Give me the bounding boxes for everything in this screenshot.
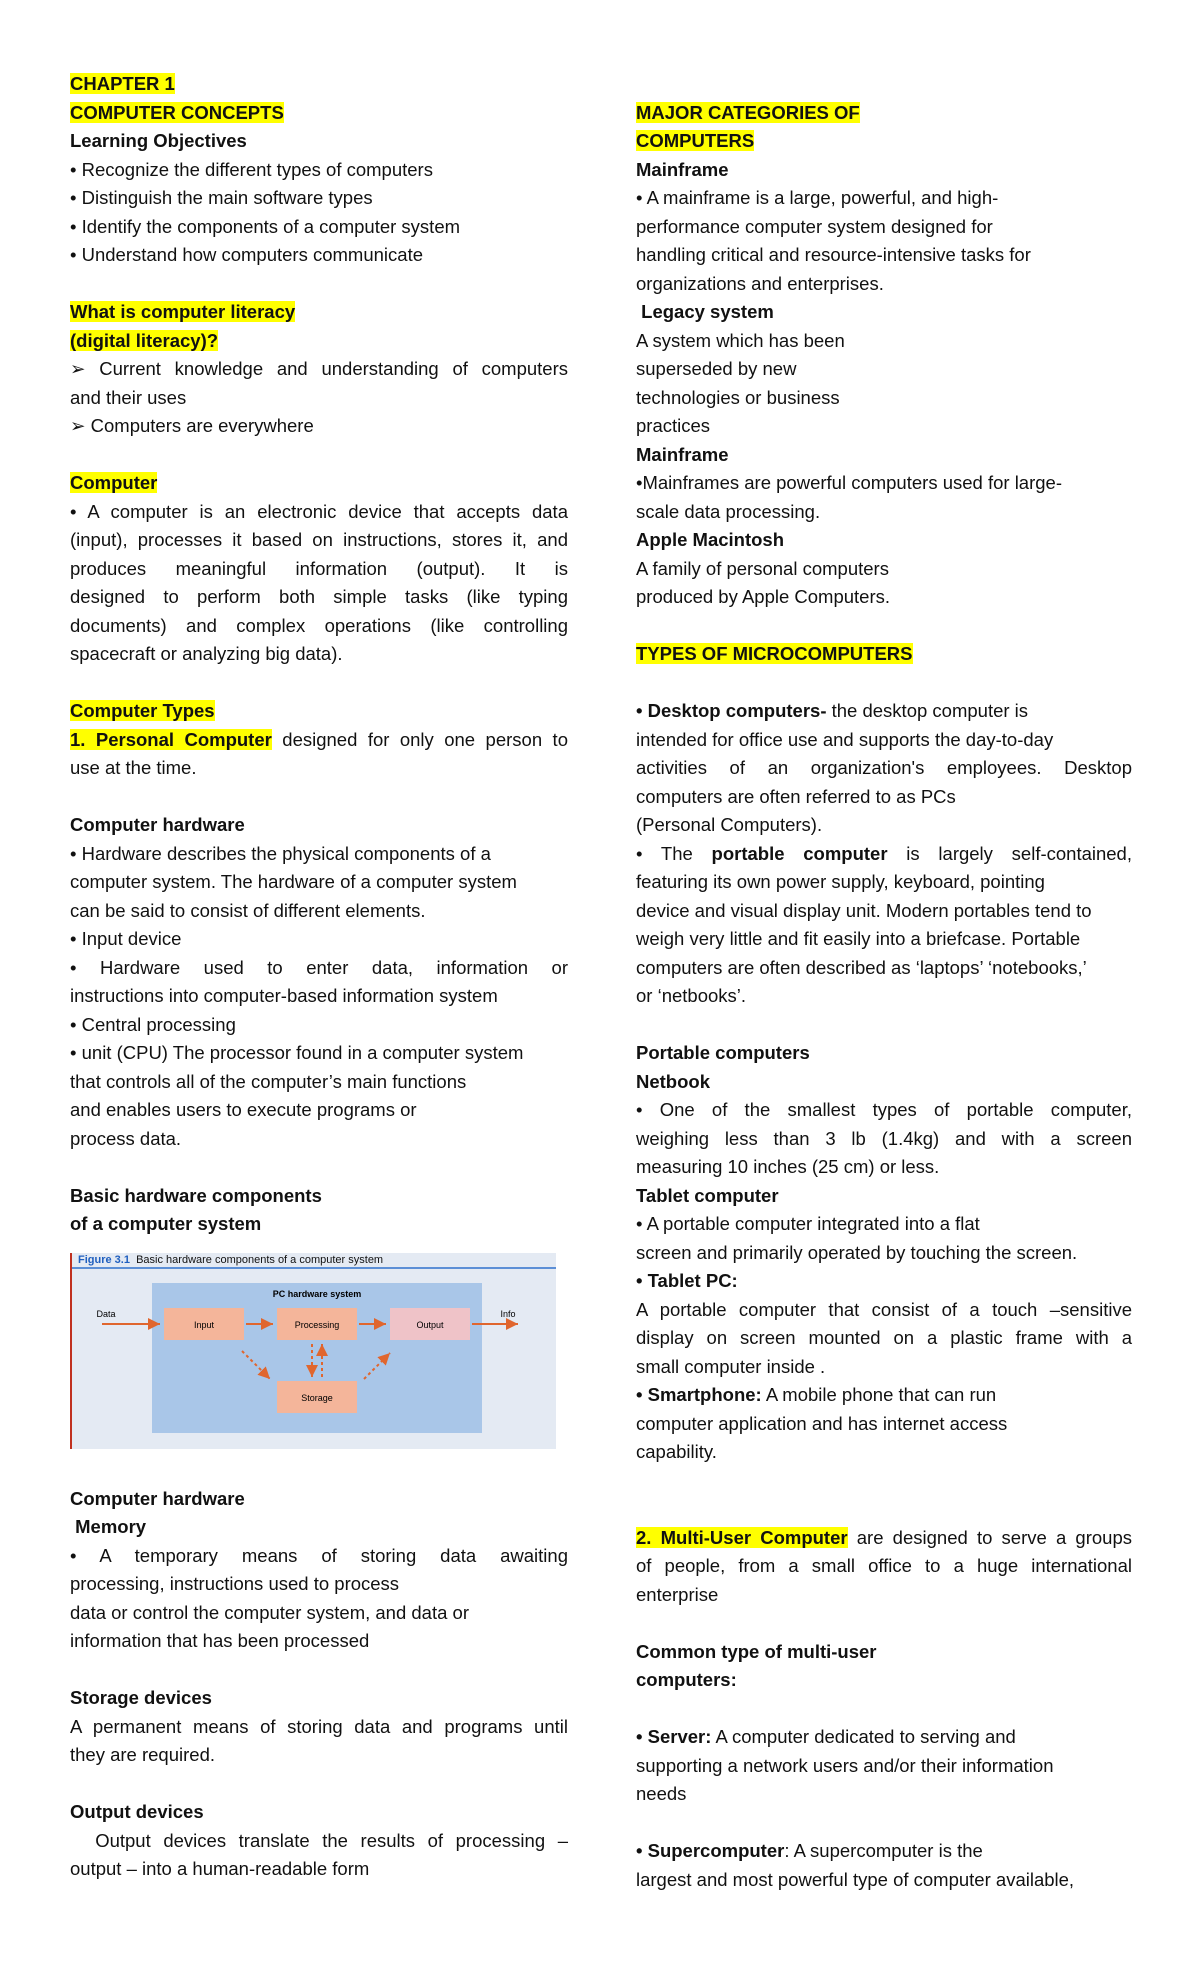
common-types-heading: Common type of multi-user (636, 1640, 877, 1662)
basic-components-heading-cont: of a computer system (70, 1213, 262, 1234)
desktop-label: • Desktop computers- (636, 700, 827, 721)
apple-line: A family of personal computers (636, 557, 889, 579)
hardware-line: process data. (70, 1127, 182, 1149)
legacy-line: A system which has been (636, 329, 845, 351)
storage-heading: Storage devices (70, 1687, 212, 1708)
mainframe2-line: •Mainframes are powerful computers used for large- (636, 472, 1062, 493)
smartphone-line-cont: capability. (636, 1441, 717, 1462)
hardware-line: instructions into computer-based information system (70, 985, 498, 1006)
personal-computer-label: 1. Personal Computer (70, 728, 272, 750)
hardware-heading: Computer hardware (70, 814, 245, 835)
desktop-line: • Desktop computers- the desktop computer is (636, 700, 1029, 721)
figure-caption-text: Basic hardware components of a computer system (136, 1253, 384, 1266)
desktop-line-cont: intended for office use and supports the day-to-day (636, 728, 1054, 750)
common-types-heading-cont: computers: (636, 1669, 737, 1690)
mainframe-heading: Mainframe (636, 158, 729, 180)
supercomputer-line-cont: largest and most powerful type of computer available, (636, 1868, 1075, 1890)
objectives-heading: Learning Objectives (70, 130, 247, 151)
basic-components-heading: Basic hardware components (70, 1184, 322, 1206)
literacy-heading: What is computer literacy (70, 301, 296, 322)
multi-user-line: 2. Multi-User Computer are designed to serve a groups (636, 1526, 1132, 1548)
data-label: Data (96, 1308, 116, 1319)
server-line: • Server: A computer dedicated to serving and (636, 1726, 1016, 1747)
hardware-figure (70, 1253, 556, 1449)
computer-line: produces meaningful information (output). It is (70, 557, 568, 579)
desktop-line-cont: (Personal Computers). (636, 814, 823, 835)
desktop-line-cont: computers are often referred to as PCs (636, 785, 956, 807)
supercomputer-label: • Supercomputer (636, 1840, 785, 1861)
pc-system-label: PC hardware system (272, 1288, 362, 1299)
hardware-line: • Hardware used to enter data, information or (70, 956, 568, 978)
mainframe-line: • A mainframe is a large, powerful, and high- (636, 187, 999, 208)
tablet-pc-heading: • Tablet PC: (636, 1270, 738, 1291)
figure-caption (78, 1253, 383, 1267)
hardware-line: can be said to consist of different elements. (70, 899, 426, 921)
hardware-line: • Central processing (70, 1013, 236, 1035)
literacy-line: ➢ Computers are everywhere (70, 415, 314, 436)
computer-line: (input), processes it based on instructions, stores it, and (70, 529, 568, 550)
smartphone-line: • Smartphone: A mobile phone that can run (636, 1384, 997, 1405)
smartphone-label: • Smartphone: (636, 1384, 762, 1405)
computer-line: designed to perform both simple tasks (like typing (70, 586, 568, 607)
objective-item: • Distinguish the main software types (70, 187, 373, 208)
computer-line: documents) and complex operations (like controlling (70, 614, 568, 636)
objective-item: • Recognize the different types of computers (70, 158, 433, 180)
supercomputer-line: • Supercomputer: A supercomputer is the (636, 1840, 983, 1861)
objective-item: • Understand how computers communicate (70, 244, 423, 265)
chapter-number: CHAPTER 1 (70, 73, 175, 94)
multi-user-line-cont: enterprise (636, 1583, 719, 1605)
computer-line: • A computer is an electronic device that accepts data (70, 500, 568, 522)
memory-line: • A temporary means of storing data awaiting (70, 1544, 568, 1566)
right-column (636, 70, 1132, 1894)
hardware-line: • unit (CPU) The processor found in a computer system (70, 1042, 524, 1063)
hardware-line: • Input device (70, 928, 182, 949)
multi-user-label: 2. Multi-User Computer (636, 1526, 848, 1548)
server-line-cont: supporting a network users and/or their information (636, 1754, 1054, 1776)
mainframe-line: performance computer system designed for (636, 215, 993, 237)
hardware2-heading: Computer hardware (70, 1487, 245, 1509)
tablet-line: screen and primarily operated by touching the screen. (636, 1241, 1078, 1263)
hardware-line: • Hardware describes the physical components of a (70, 842, 491, 864)
apple-heading: Apple Macintosh (636, 529, 785, 550)
microcomputers-heading: TYPES OF MICROCOMPUTERS (636, 643, 913, 664)
major-categories-heading-cont: COMPUTERS (636, 130, 755, 151)
storage-label: Storage (301, 1392, 333, 1403)
portable-label: portable computer (711, 842, 888, 864)
computer-types-heading: Computer Types (70, 700, 215, 721)
output-line: Output devices translate the results of processing – (70, 1829, 568, 1851)
figure-title-rule (72, 1267, 556, 1269)
figure-number: Figure 3.1 (78, 1253, 130, 1266)
mainframe-line: organizations and enterprises. (636, 272, 884, 294)
legacy-heading: Legacy system (636, 301, 774, 322)
multi-user-line-cont: of people, from a small office to a huge international (636, 1555, 1132, 1576)
output-line: output – into a human-readable form (70, 1858, 370, 1879)
memory-line: processing, instructions used to process (70, 1573, 400, 1594)
objective-item: • Identify the components of a computer system (70, 215, 461, 237)
computer-line: spacecraft or analyzing big data). (70, 643, 343, 664)
literacy-line: and their uses (70, 386, 187, 408)
legacy-line: practices (636, 415, 711, 436)
tablet-pc-line: display on screen mounted on a plastic frame with a (636, 1327, 1132, 1348)
portable-line: • The portable computer is largely self-contained, (636, 842, 1132, 864)
tablet-heading: Tablet computer (636, 1184, 779, 1206)
tablet-pc-line: A portable computer that consist of a touch –sensitive (636, 1298, 1132, 1320)
hardware-line: that controls all of the computer’s main functions (70, 1070, 467, 1092)
mainframe2-heading: Mainframe (636, 443, 729, 465)
server-label: • Server: (636, 1726, 712, 1747)
netbook-line: measuring 10 inches (25 cm) or less. (636, 1156, 940, 1177)
mainframe-line: handling critical and resource-intensive tasks for (636, 244, 1031, 265)
hardware-line: computer system. The hardware of a computer system (70, 871, 517, 892)
literacy-heading-cont: (digital literacy)? (70, 329, 219, 351)
memory-line: information that has been processed (70, 1630, 370, 1651)
info-label: Info (500, 1308, 516, 1319)
netbook-heading: Netbook (636, 1070, 710, 1092)
portable-line-cont: weigh very little and fit easily into a briefcase. Portable (636, 928, 1081, 949)
input-label: Input (193, 1319, 215, 1330)
tablet-line: • A portable computer integrated into a flat (636, 1213, 980, 1234)
portable-line-cont: computers are often described as ‘laptops’ ‘notebooks,’ (636, 956, 1087, 978)
netbook-line: weighing less than 3 lb (1.4kg) and with a screen (636, 1127, 1132, 1149)
portable-line-cont: featuring its own power supply, keyboard, pointing (636, 871, 1045, 892)
apple-line: produced by Apple Computers. (636, 586, 891, 607)
personal-computer-line-cont: use at the time. (70, 757, 197, 778)
major-categories-heading: MAJOR CATEGORIES OF (636, 101, 860, 123)
memory-line: data or control the computer system, and data or (70, 1601, 469, 1623)
hardware-diagram (72, 1253, 556, 1449)
processing-label: Processing (294, 1319, 340, 1330)
storage-line: A permanent means of storing data and programs until (70, 1715, 568, 1737)
portable-computers-heading: Portable computers (636, 1042, 810, 1063)
mainframe2-line: scale data processing. (636, 500, 821, 522)
output-heading: Output devices (70, 1801, 204, 1822)
netbook-line: • One of the smallest types of portable computer, (636, 1099, 1132, 1120)
chapter-title: COMPUTER CONCEPTS (70, 101, 284, 123)
personal-computer-line: 1. Personal Computer designed for only one person to (70, 728, 568, 750)
portable-line-cont: device and visual display unit. Modern portables tend to (636, 899, 1092, 921)
server-line-cont: needs (636, 1783, 687, 1804)
desktop-line-cont: activities of an organization's employees. Desktop (636, 757, 1132, 778)
tablet-pc-line: small computer inside . (636, 1355, 826, 1377)
portable-line-cont: or ‘netbooks’. (636, 985, 747, 1006)
legacy-line: superseded by new (636, 358, 797, 379)
memory-heading: Memory (70, 1516, 147, 1537)
computer-heading: Computer (70, 472, 158, 493)
output-label: Output (416, 1319, 444, 1330)
hardware-line: and enables users to execute programs or (70, 1099, 417, 1120)
left-column (70, 70, 568, 1884)
storage-line: they are required. (70, 1744, 216, 1765)
smartphone-line-cont: computer application and has internet access (636, 1412, 1008, 1434)
literacy-line: ➢ Current knowledge and understanding of computers (70, 358, 568, 379)
legacy-line: technologies or business (636, 386, 840, 408)
